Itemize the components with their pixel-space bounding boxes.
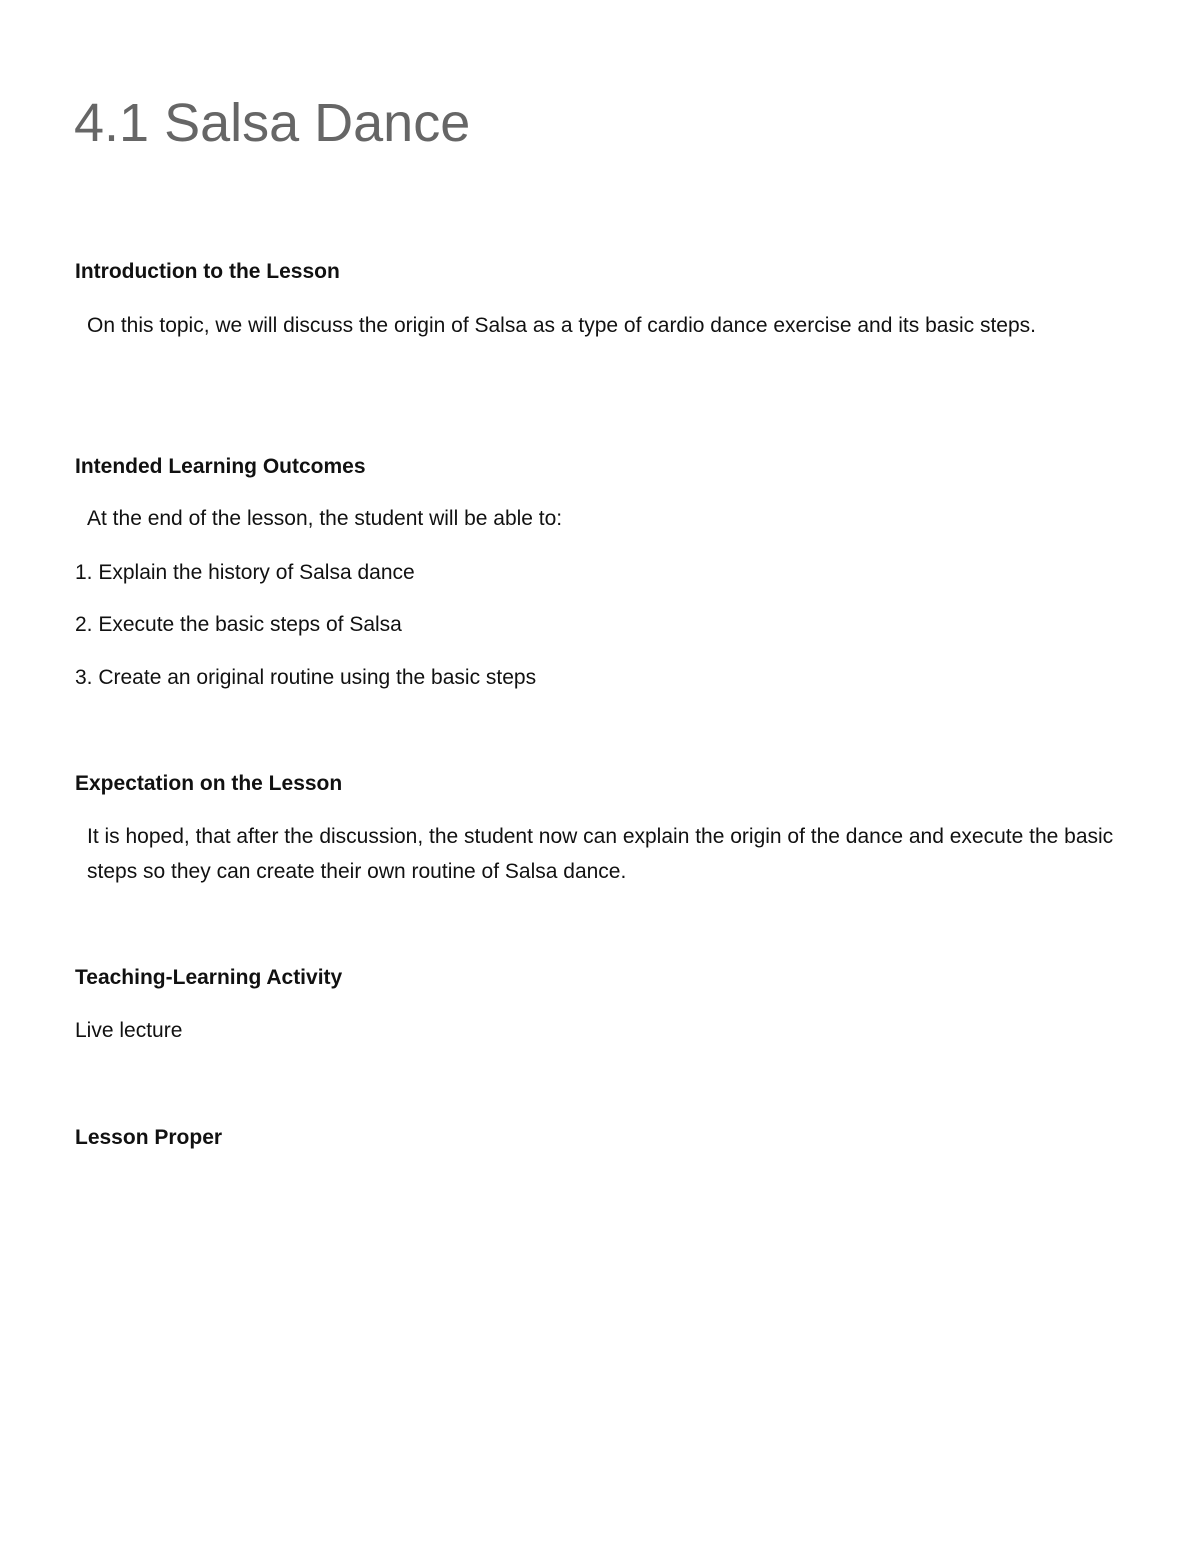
outcomes-lead-text: At the end of the lesson, the student will be able to: — [87, 507, 563, 530]
heading-teaching-activity: Teaching-Learning Activity — [75, 966, 343, 989]
activity-text: Live lecture — [75, 1019, 183, 1042]
introduction-text: On this topic, we will discuss the origin of Salsa as a type of cardio dance exercise and its basic steps. — [87, 314, 1036, 337]
expectation-text: It is hoped, that after the discussion, the student now can explain the origin of the dance and execute the basic steps so they can create their own routine of Salsa dance. — [87, 825, 1114, 883]
heading-learning-outcomes: Intended Learning Outcomes — [75, 455, 366, 478]
heading-introduction: Introduction to the Lesson — [75, 260, 340, 283]
outcome-item-3: 3. Create an original routine using the basic steps — [75, 666, 537, 689]
outcome-item-2: 2. Execute the basic steps of Salsa — [75, 613, 402, 636]
heading-expectation: Expectation on the Lesson — [75, 772, 343, 795]
heading-lesson-proper: Lesson Proper — [75, 1126, 223, 1149]
page-title: 4.1 Salsa Dance — [74, 93, 471, 153]
outcome-item-1: 1. Explain the history of Salsa dance — [75, 561, 415, 584]
